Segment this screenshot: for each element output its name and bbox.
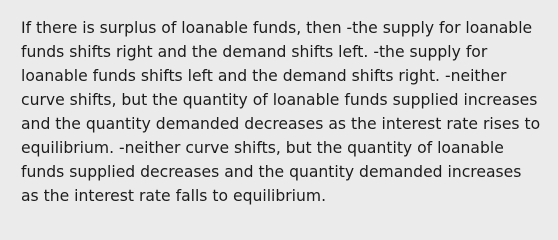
- question-text: If there is surplus of loanable funds, then -the supply for loanable funds shifts right and the demand shifts left. -the supply for loanable funds shifts left and the demand shifts right. -neither curve shifts, but the quantity of loanable funds supplied increases and the quantity demanded decreases as the interest rate rises to equilibrium. -neither curve shifts, but the quantity of loanable funds supplied decreases and the quantity demanded increases as the interest rate falls to equilibrium.: [21, 19, 541, 205]
